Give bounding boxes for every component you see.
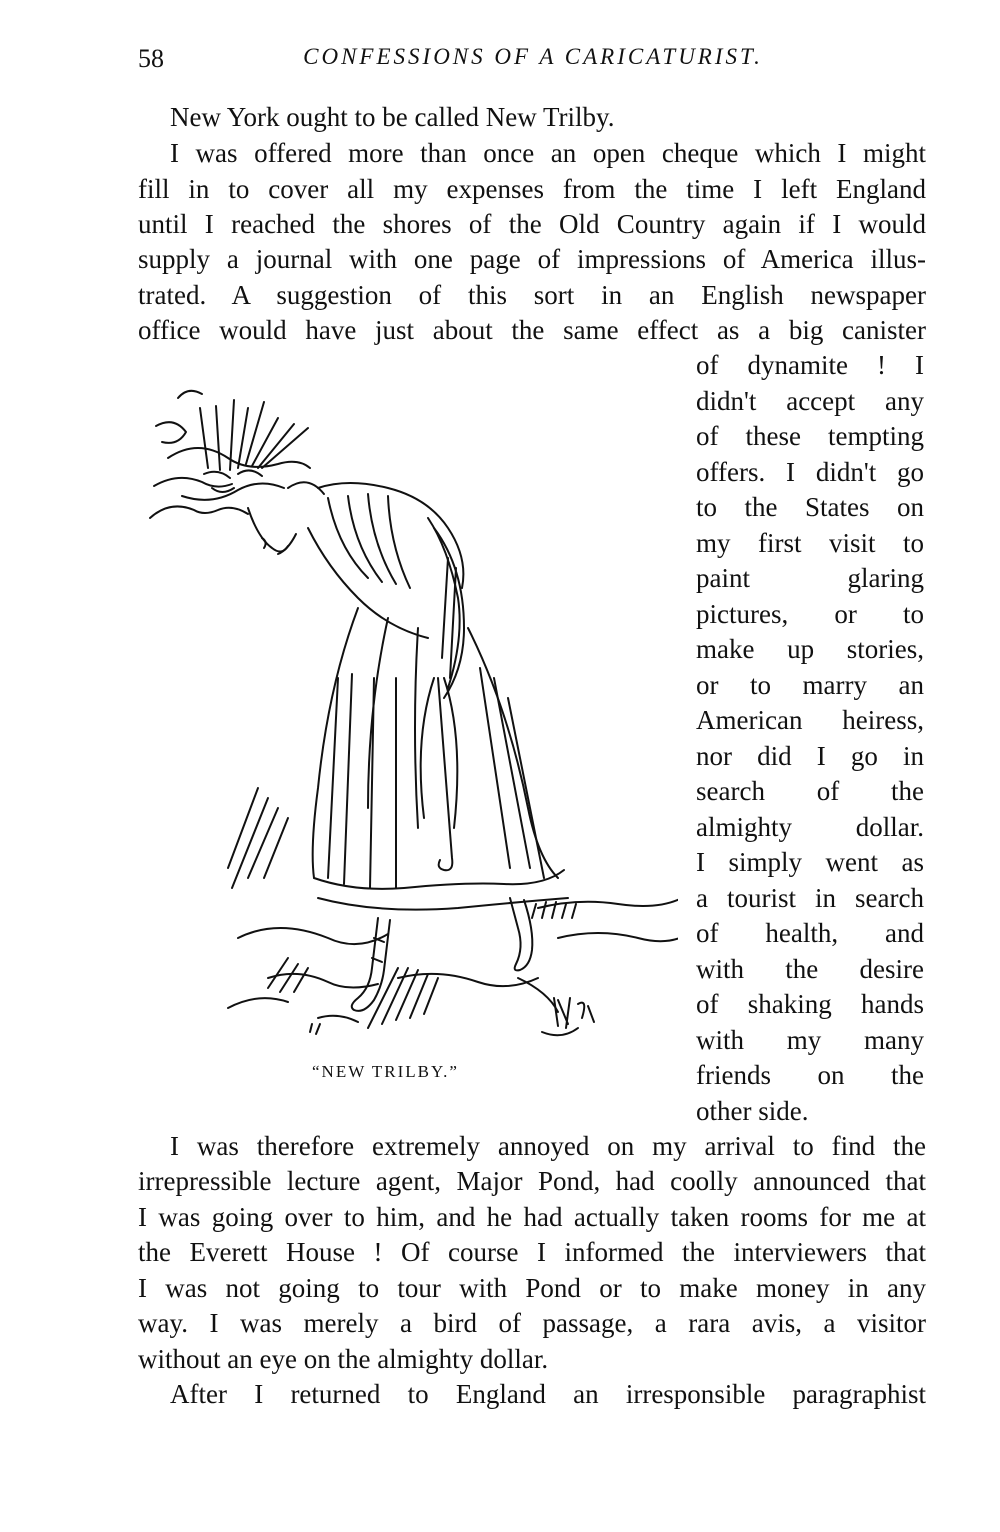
feathered-hat [150, 391, 310, 518]
woman-head [248, 482, 324, 554]
paragraph-line: I was offered more than once an open cheque which I might [170, 138, 926, 168]
running-title: CONFESSIONS OF A CARICATURIST. [303, 44, 763, 69]
paragraph-line: without an eye on the almighty dollar. [138, 1344, 549, 1374]
side-line: offers. I didn't go [696, 457, 924, 487]
paragraph-line: fill in to cover all my expenses from the time I left England [138, 174, 926, 204]
side-line: American heiress, [696, 705, 924, 735]
side-line: my first visit to [696, 528, 924, 558]
side-line: paint glaring [696, 563, 924, 593]
side-line: of health, and [696, 918, 924, 948]
paragraph-line: way. I was merely a bird of passage, a rara avis, a visitor [138, 1308, 926, 1338]
paragraph-line: office would have just about the same effect as a big canister [138, 315, 926, 345]
page-header [138, 44, 928, 80]
side-line: of these tempting [696, 421, 924, 451]
paragraph-line: New York ought to be called New Trilby. [170, 102, 615, 132]
paragraph-line: irrepressible lecture agent, Major Pond, had coolly announced that [138, 1166, 926, 1196]
side-line: almighty dollar. [696, 812, 924, 842]
figure-caption: “NEW TRILBY.” [312, 1062, 459, 1081]
side-line: to the States on [696, 492, 924, 522]
woman-boots [352, 898, 533, 1011]
side-line: with my many [696, 1025, 924, 1055]
paragraph-line: I was going over to him, and he had actually taken rooms for me at [138, 1202, 926, 1232]
paragraph-line: trated. A suggestion of this sort in an English newspaper [138, 280, 926, 310]
woman-skirt [313, 608, 568, 910]
paragraph-line: supply a journal with one page of impressions of America illus- [138, 244, 926, 274]
trilby-illustration [138, 378, 678, 1078]
woman-bodice [308, 483, 464, 698]
page-number: 58 [138, 44, 164, 73]
paragraph-line: I was therefore extremely annoyed on my arrival to find the [170, 1131, 926, 1161]
side-line: of dynamite ! I [696, 350, 924, 380]
side-line: I simply went as [696, 847, 924, 877]
umbrella-sketch [421, 678, 458, 870]
side-line: of shaking hands [696, 989, 924, 1019]
snowy-ground [228, 788, 678, 1034]
side-line: other side. [696, 1096, 809, 1126]
side-line: didn't accept any [696, 386, 924, 416]
side-line: make up stories, [696, 634, 924, 664]
woman-sketch [138, 378, 678, 1078]
side-line: or to marry an [696, 670, 924, 700]
paragraph-line: the Everett House ! Of course I informed the interviewers that [138, 1237, 926, 1267]
side-line: friends on the [696, 1060, 924, 1090]
paragraph-line: After I returned to England an irresponsible paragraphist [170, 1379, 926, 1409]
side-line: nor did I go in [696, 741, 924, 771]
side-line: search of the [696, 776, 924, 806]
paragraph-line: I was not going to tour with Pond or to make money in any [138, 1273, 926, 1303]
artist-signature [542, 998, 594, 1035]
side-line: with the desire [696, 954, 924, 984]
paragraph-line: until I reached the shores of the Old Country again if I would [138, 209, 926, 239]
side-line: pictures, or to [696, 599, 924, 629]
side-line: a tourist in search [696, 883, 924, 913]
